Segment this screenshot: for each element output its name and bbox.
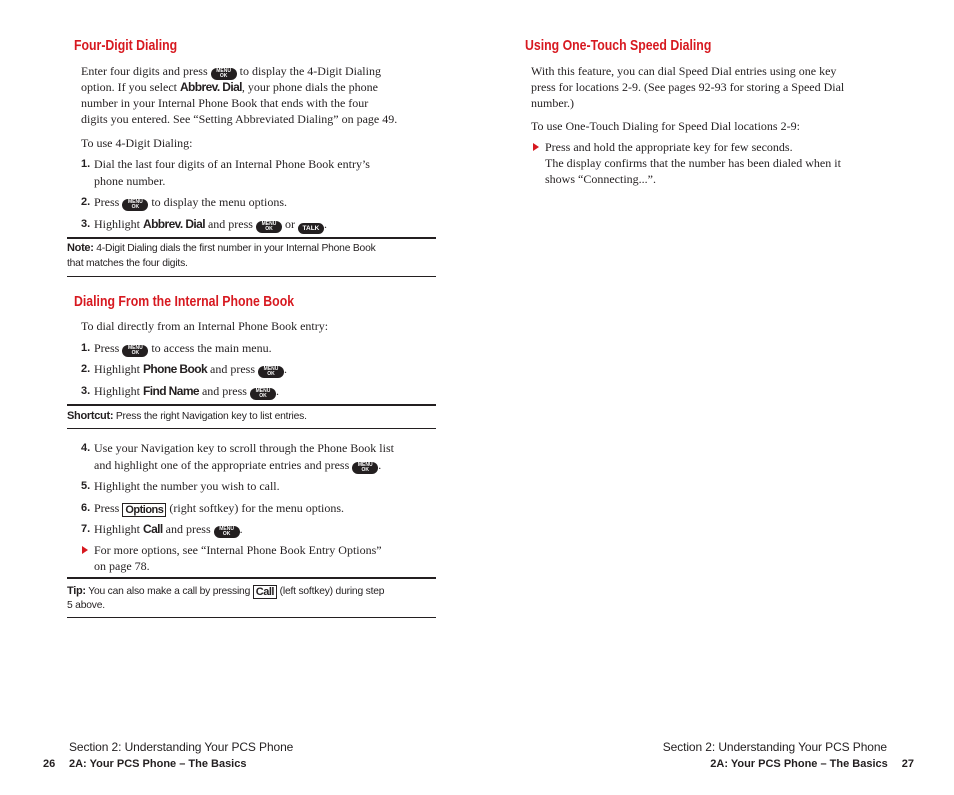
step-item bbox=[94, 457, 381, 474]
menu-ok-key-icon bbox=[214, 526, 240, 538]
step-text: Dial the last four digits of an Internal Phone Book entry’s bbox=[94, 157, 370, 171]
key-label: OK bbox=[267, 371, 275, 377]
step-number: 7. bbox=[81, 523, 91, 535]
step-text: Highlight bbox=[94, 362, 141, 376]
menu-item-name: Phone Book bbox=[143, 362, 208, 376]
step-text: and press bbox=[201, 384, 247, 398]
note-label: Note: bbox=[67, 242, 94, 254]
key-label: OK bbox=[222, 531, 231, 537]
key-label: OK bbox=[361, 467, 370, 473]
body-line: digits you entered. See “Setting Abbreviated Dialing” on page 49. bbox=[81, 112, 398, 126]
step-text: Highlight bbox=[94, 384, 141, 398]
step-number: 1. bbox=[81, 342, 91, 354]
step-text: and press bbox=[165, 522, 211, 536]
bullet-text: The display confirms that the number has been dialed when it bbox=[545, 156, 841, 170]
tip-label: Tip: bbox=[67, 585, 86, 597]
footer-chapter-row bbox=[710, 757, 914, 771]
footer-section-title: Section 2: Understanding Your PCS Phone bbox=[662, 740, 887, 754]
step-text: or bbox=[284, 217, 295, 231]
bullet-item bbox=[545, 139, 793, 155]
note-text: 4-Digit Dialing dials the first number in your Internal Phone Book bbox=[96, 243, 376, 254]
menu-item-name: Call bbox=[143, 522, 163, 536]
key-label: OK bbox=[131, 350, 140, 356]
note-box bbox=[67, 240, 376, 257]
lead-text: To use 4-Digit Dialing: bbox=[81, 136, 193, 150]
step-text: and press bbox=[207, 217, 253, 231]
step-text: Press bbox=[94, 341, 120, 355]
step-number: 2. bbox=[81, 363, 91, 375]
section-heading-four-digit: Four-Digit Dialing bbox=[74, 37, 178, 54]
step-text: . bbox=[378, 458, 382, 472]
menu-ok-key-icon bbox=[258, 366, 284, 378]
key-label: OK bbox=[265, 226, 273, 232]
bullet-text: on page 78. bbox=[94, 559, 150, 573]
tip-box bbox=[67, 583, 384, 600]
menu-item-name: Find Name bbox=[143, 384, 199, 398]
step-item bbox=[81, 340, 272, 357]
step-number: 3. bbox=[81, 218, 91, 230]
call-softkey-label: Call bbox=[253, 585, 277, 599]
bullet-text: Press and hold the appropriate key for few seconds. bbox=[545, 140, 793, 154]
body-text: Enter four digits and press bbox=[81, 64, 208, 78]
divider bbox=[67, 404, 436, 406]
key-label: MENU bbox=[263, 366, 279, 372]
step-text: Use your Navigation key to scroll through the Phone Book list bbox=[94, 441, 394, 455]
body-line bbox=[81, 79, 378, 95]
key-label: OK bbox=[259, 393, 267, 399]
shortcut-box bbox=[67, 408, 307, 425]
body-text: option. If you select bbox=[81, 80, 177, 94]
step-text: to display the menu options. bbox=[151, 195, 287, 209]
page-number: 26 bbox=[43, 758, 56, 770]
section-heading-speed-dial: Using One-Touch Speed Dialing bbox=[525, 37, 712, 54]
body-text: , your phone dials the phone bbox=[241, 80, 378, 94]
step-text: and highlight one of the appropriate entries and press bbox=[94, 458, 350, 472]
footer-chapter-title: 2A: Your PCS Phone – The Basics bbox=[710, 758, 888, 770]
step-text: to access the main menu. bbox=[151, 341, 272, 355]
step-text: (right softkey) for the menu options. bbox=[169, 501, 345, 515]
divider bbox=[67, 276, 436, 277]
step-item bbox=[81, 156, 370, 172]
key-label: MENU bbox=[255, 388, 271, 394]
footer-section-title: Section 2: Understanding Your PCS Phone bbox=[69, 740, 294, 754]
body-line: With this feature, you can dial Speed Dial entries using one key bbox=[531, 64, 837, 78]
tip-text: 5 above. bbox=[67, 600, 105, 611]
menu-ok-key-icon bbox=[122, 199, 148, 211]
step-text: . bbox=[275, 384, 279, 398]
step-number: 3. bbox=[81, 385, 91, 397]
section-heading-internal-book: Dialing From the Internal Phone Book bbox=[74, 293, 295, 310]
menu-item-name: Abbrev. Dial bbox=[143, 217, 205, 231]
page-number: 27 bbox=[901, 758, 914, 770]
step-text: . bbox=[284, 362, 288, 376]
key-label: OK bbox=[219, 73, 228, 79]
options-softkey-label: Options bbox=[122, 503, 166, 517]
note-text: that matches the four digits. bbox=[67, 258, 188, 269]
step-text: . bbox=[239, 522, 243, 536]
key-label: MENU bbox=[127, 199, 143, 205]
key-label: MENU bbox=[219, 526, 234, 532]
key-label: OK bbox=[131, 204, 140, 210]
body-text: to display the 4-Digit Dialing bbox=[239, 64, 381, 78]
step-item bbox=[81, 478, 280, 494]
step-item bbox=[81, 361, 288, 378]
divider bbox=[67, 617, 436, 618]
step-number: 5. bbox=[81, 480, 91, 492]
divider bbox=[67, 428, 436, 429]
step-number: 6. bbox=[81, 502, 91, 514]
triangle-bullet-icon bbox=[82, 546, 88, 554]
step-number: 2. bbox=[81, 196, 91, 208]
step-item bbox=[81, 216, 327, 234]
step-item bbox=[81, 521, 243, 538]
tip-text: You can also make a call by pressing bbox=[88, 586, 251, 597]
key-label: MENU bbox=[127, 345, 143, 351]
divider bbox=[67, 577, 436, 579]
body-line: number.) bbox=[531, 96, 574, 110]
menu-ok-key-icon bbox=[122, 345, 148, 357]
step-text: Highlight the number you wish to call. bbox=[94, 479, 280, 493]
lead-text: To dial directly from an Internal Phone Book entry: bbox=[81, 319, 329, 333]
divider bbox=[67, 237, 436, 239]
menu-ok-key-icon bbox=[352, 462, 378, 474]
step-number: 4. bbox=[81, 442, 91, 454]
body-line: press for locations 2-9. (See pages 92-93 for storing a Speed Dial bbox=[531, 80, 845, 94]
step-text: Highlight bbox=[94, 522, 141, 536]
step-item bbox=[81, 500, 345, 517]
step-number: 1. bbox=[81, 158, 91, 170]
bullet-text: For more options, see “Internal Phone Book Entry Options” bbox=[94, 543, 382, 557]
tip-text: (left softkey) during step bbox=[279, 586, 385, 597]
menu-ok-key-icon bbox=[250, 388, 276, 400]
lead-text: To use One-Touch Dialing for Speed Dial locations 2-9: bbox=[531, 119, 800, 133]
body-line: number in your Internal Phone Book that ends with the four bbox=[81, 96, 369, 110]
step-item bbox=[81, 383, 279, 400]
shortcut-text: Press the right Navigation key to list entries. bbox=[115, 411, 307, 422]
bullet-item bbox=[94, 542, 382, 558]
menu-ok-key-icon bbox=[256, 221, 282, 233]
step-text: Highlight bbox=[94, 217, 141, 231]
step-text: phone number. bbox=[94, 174, 166, 188]
step-text: Press bbox=[94, 501, 120, 515]
triangle-bullet-icon bbox=[533, 143, 539, 151]
key-label: MENU bbox=[216, 68, 231, 74]
key-label: MENU bbox=[357, 462, 373, 468]
talk-key-icon: TALK bbox=[298, 223, 324, 234]
step-text: . bbox=[323, 217, 327, 231]
menu-item-name: Abbrev. Dial bbox=[179, 80, 242, 94]
footer-chapter-title: 2A: Your PCS Phone – The Basics bbox=[69, 758, 247, 770]
step-item bbox=[81, 440, 394, 456]
bullet-text: shows “Connecting...”. bbox=[545, 172, 656, 186]
step-text: and press bbox=[210, 362, 256, 376]
body-line bbox=[81, 63, 381, 80]
step-item bbox=[81, 194, 287, 211]
shortcut-label: Shortcut: bbox=[67, 410, 114, 422]
step-text: Press bbox=[94, 195, 120, 209]
key-label: MENU bbox=[261, 221, 277, 227]
